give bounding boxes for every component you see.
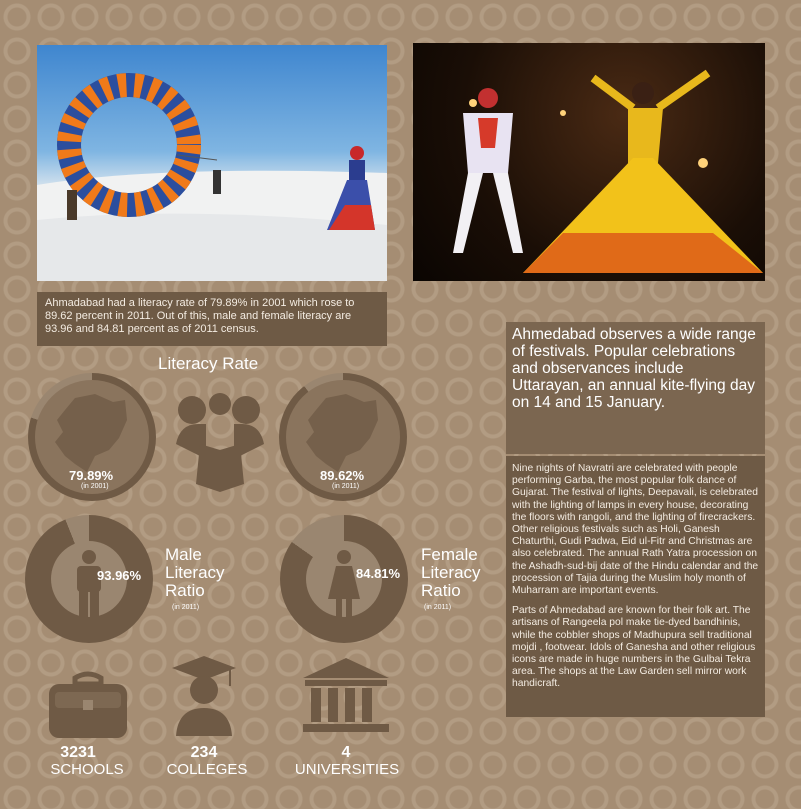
folk-art-paragraph: Parts of Ahmedabad are known for their folk art. The artisans of Rangeela pol make tie-dyed bandhinis, while the cobbler shops of Madhupura sell traditional mojdi , footwear. Idols of Ganesha and other religious icons are made in huge numbers in the Gulbai Tekra area. The shops at the Law Garden sell mirror work handicraft. [512,605,756,690]
male-literacy-label [165,546,225,600]
literacy-2001-value: 79.89% [69,468,114,483]
female-literacy-label [421,546,481,600]
schools-label: SCHOOLS [50,761,124,778]
literacy-rate-title: Literacy Rate [158,354,259,373]
literacy-2011-value: 89.62% [320,468,365,483]
male-literacy-year: (in 2011) [172,604,200,611]
colleges-label: COLLEGES [166,761,248,778]
festivals-text [506,456,765,717]
graduate-icon [168,652,240,743]
colleges-count: 234 [190,744,218,761]
literacy-2011-year: (in 2011) [332,483,360,490]
female-literacy-ring [280,515,408,643]
school-bag-icon [45,670,131,745]
male-label-line: Literacy [165,563,225,582]
festivals-paragraph: Nine nights of Navratri are celebrated with people performing Garba, the most popular folk dance of Gujarat. The festival of lights, Deepavali, is celebrated with the lighting of lamps in every house, decorating the floors with rangoli, and the lighting of firecrackers. Other religious festivals such as Holi, Ganesh Chaturthi, Gudi Padwa, Eid ul-Fitr and Christmas are also celebrated. The annual Rath Yatra procession on the Ashadh-sud-bij date of the Hindu calendar and the procession of Tajia during the Muslim holy month of Muharram are important events. [512,463,759,597]
family-reading-icon [170,384,270,494]
female-label-line: Literacy [421,563,481,582]
festivals-highlight: Ahmedabad observes a wide range of festivals. Popular celebrations and observances include Uttarayan, an annual kite-flying day on 14 and 15 January. [506,322,765,454]
female-label-line: Female [421,545,478,564]
literacy-2001-dial [28,373,156,501]
male-person-icon [71,549,107,619]
male-label-line: Ratio [165,581,205,600]
female-label-line: Ratio [421,581,461,600]
literacy-2011-dial [279,373,407,501]
literacy-caption: Ahmadabad had a literacy rate of 79.89% in 2001 which rose to 89.62 percent in 2011. Out of this, male and female literacy are 93.96 and 84.81 percent as of 2011 census. [37,292,387,346]
female-literacy-year: (in 2011) [424,604,452,611]
male-literacy-value: 93.96% [97,568,142,583]
literacy-2001-year: (in 2001) [81,483,109,490]
female-person-icon [326,549,362,619]
university-building-icon [301,656,391,739]
male-literacy-ring [25,515,153,643]
garba-dance-photo [413,43,765,281]
female-literacy-value: 84.81% [356,566,401,581]
kite-festival-photo [37,45,387,281]
schools-count: 3231 [60,744,96,761]
universities-count: 4 [341,744,351,761]
male-label-line: Male [165,545,202,564]
universities-label: UNIVERSITIES [294,761,400,778]
